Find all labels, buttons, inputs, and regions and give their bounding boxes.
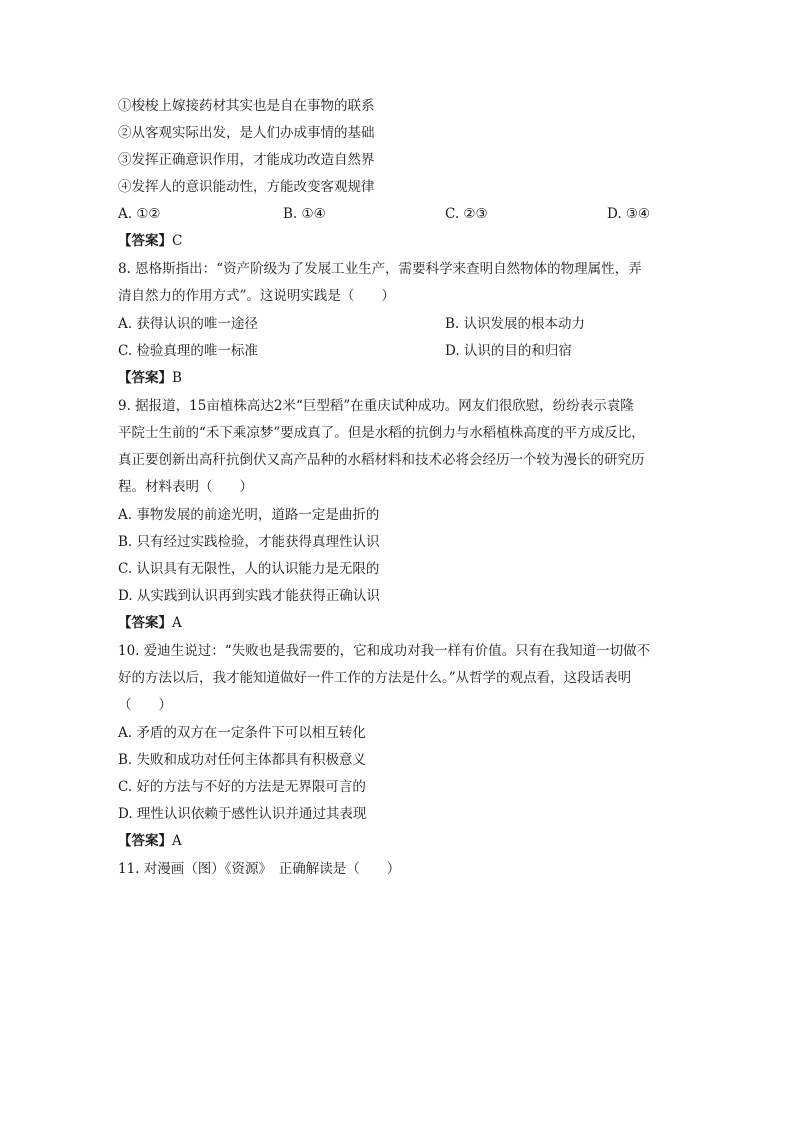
q10-answer: [118, 831, 182, 851]
q8-option-c: C. 检验真理的唯一标准: [118, 343, 258, 359]
q8-option-d: D. 认识的目的和归宿: [445, 343, 572, 359]
q7-option-a: A. ①②: [118, 206, 161, 222]
q9-option-d: D. 从实践到认识再到实践才能获得正确认识: [118, 588, 380, 604]
q8-stem-1: 8. 恩格斯指出：“资产阶级为了发展工业生产，需要科学来查明自然物体的物理属性，弄: [118, 261, 642, 277]
q8-stem-2: 清自然力的作用方式”。这说明实践是（ ）: [118, 288, 395, 304]
q10-stem-3: （ ）: [118, 697, 172, 713]
q8-option-b: B. 认识发展的根本动力: [445, 316, 586, 332]
answer-label: 【答案】: [118, 833, 172, 849]
q10-stem-1: 10. 爱迪生说过：“失败也是我需要的，它和成功对我一样有价值。只有在我知道一切做不: [118, 643, 651, 659]
answer-value: C: [172, 233, 183, 249]
q10-stem-2: 好的方法以后，我才能知道做好一件工作的方法是什么。”从哲学的观点看，这段话表明: [118, 670, 632, 686]
q7-item-4: ④发挥人的意识能动性，方能改变客观规律: [118, 179, 375, 195]
answer-label: 【答案】: [118, 615, 172, 631]
q9-answer: [118, 613, 182, 633]
q7-item-2: ②从客观实际出发，是人们办成事情的基础: [118, 125, 375, 141]
q7-option-b: B. ①④: [283, 206, 326, 222]
q8-option-a: A. 获得认识的唯一途径: [118, 316, 258, 332]
q9-stem-2: 平院士生前的“禾下乘凉梦”要成真了。但是水稻的抗倒力与水稻植株高度的平方成反比，: [118, 425, 645, 441]
q9-stem-3: 真正要创新出高秆抗倒伏又高产品种的水稻材料和技术必将会经历一个较为漫长的研究历: [118, 452, 645, 468]
q7-option-c: C. ②③: [445, 206, 488, 222]
q10-option-a: A. 矛盾的双方在一定条件下可以相互转化: [118, 725, 366, 741]
q11-stem-1: 11. 对漫画（图）《资源》 正确解读是（ ）: [118, 861, 401, 877]
q9-option-a: A. 事物发展的前途光明，道路一定是曲折的: [118, 507, 380, 523]
q9-option-b: B. 只有经过实践检验，才能获得真理性认识: [118, 534, 380, 550]
answer-label: 【答案】: [118, 233, 172, 249]
q8-answer: [118, 368, 182, 388]
q10-option-b: B. 失败和成功对任何主体都具有积极意义: [118, 752, 367, 768]
answer-value: B: [172, 370, 182, 386]
q10-option-c: C. 好的方法与不好的方法是无界限可言的: [118, 779, 366, 795]
q9-stem-4: 程。材料表明（ ）: [118, 479, 253, 495]
q9-stem-1: 9. 据报道，15亩植株高达2米“巨型稻”在重庆试种成功。网友们很欣慰，纷纷表示袁隆: [118, 398, 634, 414]
answer-value: A: [172, 615, 182, 631]
q7-answer: [118, 231, 182, 251]
q7-item-1: ①梭梭上嫁接药材其实也是自在事物的联系: [118, 98, 375, 114]
q10-option-d: D. 理性认识依赖于感性认识并通过其表现: [118, 806, 367, 822]
answer-label: 【答案】: [118, 370, 172, 386]
answer-value: A: [172, 833, 182, 849]
q7-option-d: D. ③④: [607, 206, 651, 222]
q9-option-c: C. 认识具有无限性，人的认识能力是无限的: [118, 561, 380, 577]
q7-item-3: ③发挥正确意识作用，才能成功改造自然界: [118, 152, 375, 168]
